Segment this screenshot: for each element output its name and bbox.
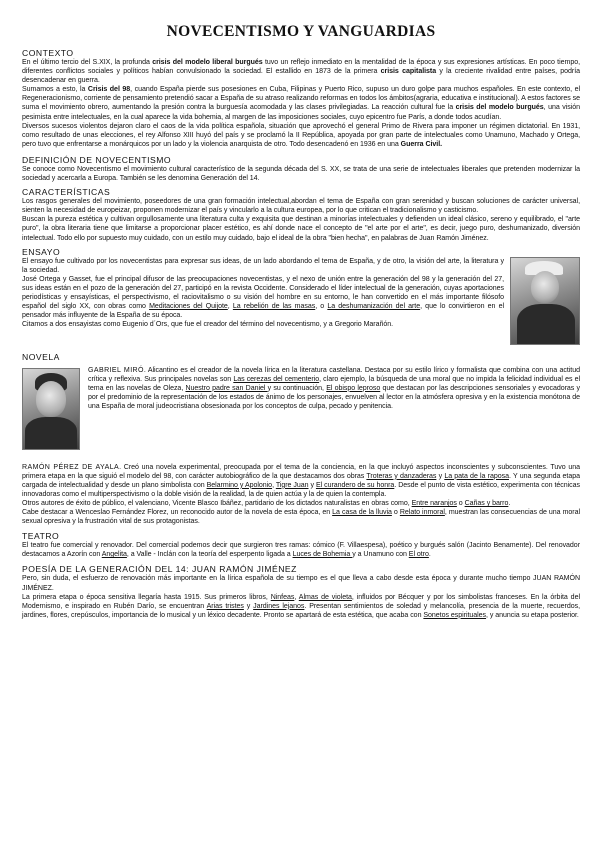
contexto-paragraph-2: Sumamos a esto, la Crisis del 98, cuando España pierde sus posesiones en Cuba, Filipinas y Puerto Rico, supuso un duro golpe para muchos españoles. En este contexto, el Regeneracionismo, corriente de pensamiento pretendió sacar a España de su atraso realizando reformas en todos los ámbitos(agraria, educativa e institucional). A estos factores se suma el movimiento obrero, aumentando la presión contra la burguesía acomodada y las clases privilegiadas. La reacción cultural fue la crisis del modelo burgués, una visión pesimista entre intelectuales, en la cual aparece la vida bohemia, al margen de las imposiciones sociales, cuyo epicentro fue París, a donde todos acudían.	[22, 86, 581, 121]
work-arias-tristes: Arias tristes	[206, 602, 244, 610]
work-tigre-juan: Tigre Juan	[275, 481, 309, 489]
heading-teatro: TEATRO	[22, 531, 60, 542]
contexto-paragraph-3: Diversos sucesos violentos dejaron claro el caos de la vida política española, situación que aprovechó el general Primo de Rivera para imponer un régimen dictatorial. En 1931, como resultado de unas elecciones, el rey Alfonso XIII huyó del país y se proclamó la II República, apoyada por gran parte de intelectuales como Unamuno, Machado y Ortega, pero tuvo que enfrentarse a monárquicos por un lado y la violencia anarquista de otro. Todo desencadenó en 1936 en una Guerra Civil.	[22, 122, 580, 148]
heading-definicion: DEFINICIÓN DE NOVECENTISMO	[22, 154, 172, 165]
section-teatro	[22, 531, 580, 559]
work-casa-lluvia: La casa de la lluvia	[332, 509, 392, 517]
work-obispo: El obispo leproso	[326, 384, 381, 392]
heading-novela: NOVELA	[22, 351, 60, 362]
work-ninfeas: Ninfeas	[270, 593, 295, 601]
work-jardines-lejanos: Jardines lejanos	[253, 602, 305, 610]
author-miro: GABRIEL MIRÓ	[88, 366, 144, 374]
work-el-otro: El otro	[408, 551, 429, 559]
work-nuestro-padre: Nuestro padre san Daniel	[185, 384, 268, 392]
caracteristicas-paragraph-2: Buscan la pureza estética y cultivan orgullosamente una literatura culta y exquisita que destinan a minorías intelectuales y defienden un ideal clásico, sereno y equilibrado, el "arte puro", la obra literaria tiene que limitarse a proporcionar placer estético, es ahí donde nace el concepto de "el arte por el arte", es decir, juego puro, deshumanizado, diversión intelectual. Todo ello por supuesto muy cuidado, con un estilo muy cuidado, bajo el ideal de la obra "bien hecha", en palabras de Juan Ramón Jiménez.	[22, 216, 580, 242]
section-definicion	[22, 155, 580, 183]
section-contexto	[22, 48, 580, 149]
author-ayala: RAMÓN PÉREZ DE AYALA	[22, 463, 120, 471]
section-poesia	[22, 564, 580, 619]
heading-ensayo: ENSAYO	[22, 246, 61, 257]
definicion-paragraph: Se conoce como Novecentismo el movimiento cultural característico de la segunda década del S. XX, se trata de una serie de intelectuales liberales que pretenden modernizar la sociedad y acercarla a Europa. También se les denomina Generación del 14.	[22, 165, 580, 183]
work-troteras: Troteras y danzaderas	[366, 472, 437, 480]
poesia-paragraph-1: Pero, sin duda, el esfuerzo de renovación más importante en la lírica española de su tiempo es el que lleva a cabo desde esta época y durante mucho tiempo JUAN RAMÓN JIMÉNEZ.	[22, 575, 580, 592]
page-title: NOVECENTISMO Y VANGUARDIAS	[166, 23, 436, 40]
ortega-portrait-photo	[510, 257, 580, 345]
work-cerezas: Las cerezas del cementerio	[233, 375, 320, 383]
work-canas-barro: Cañas y barro	[464, 499, 509, 507]
ensayo-paragraph-3: Citamos a dos ensayistas como Eugenio d´Ors, que fue el creador del término del novecentismo, y a Gregorio Marañón.	[22, 321, 394, 329]
miro-portrait-photo	[22, 368, 80, 450]
caracteristicas-paragraph-1: Los rasgos generales del movimiento, poseedores de una gran formación intelectual,abordan el tema de España con gran serenidad y buscan soluciones de carácter universal, sienten la necesidad de europeizar, proponen modernizar el país y vincularlo a la cultura europea, por lo que critican el tradicionalismo y casticismo.	[22, 198, 580, 215]
heading-contexto: CONTEXTO	[22, 48, 74, 58]
work-rebelion: La rebelión de las masas	[232, 303, 316, 311]
work-luces-bohemia: Luces de Bohemia	[292, 551, 353, 559]
ensayo-paragraph-2: José Ortega y Gasset, fue el principal difusor de las preocupaciones novecentistas, y el nexo de unión entre la generación del 98 y la generación del 27, sus ideas están en el pozo de la generación del 27, participó en la revista Occidente. Considerado el líder intelectual de la generación, cuyas aportaciones periodísticas y ensayísticas, el perspectivismo, el raciovitalismo o su visión del hombre en su entorno, le han convertido en el más importante filósofo español del siglo XX, con obras como Meditaciones del Quijote, La rebelión de las masas, o La deshumanización del arte, que lo convirtieron en el pensador más influyente de la España de su época.	[22, 275, 504, 320]
work-relato-inmoral: Relato inmoral	[399, 509, 445, 517]
work-curandero: El curandero de su honra	[315, 481, 395, 489]
heading-poesia: POESÍA DE LA GENERACIÓN DEL 14: JUAN RAMÓN JIMÉNEZ	[22, 564, 297, 575]
work-pata-raposa: La pata de la raposa	[444, 472, 509, 480]
work-almas-violeta: Almas de violeta	[298, 593, 352, 601]
section-novela	[22, 352, 580, 527]
work-meditaciones: Meditaciones del Quijote	[149, 303, 228, 311]
work-sonetos-espirituales: Sonetos espirituales	[423, 611, 487, 619]
work-deshumanizacion: La deshumanización del arte	[327, 303, 421, 311]
teatro-paragraph: El teatro fue comercial y renovador. Del comercial podemos decir que surgieron tres ramas: cómico (F. Villaespesa), poético y burgués salón (Jacinto Benamente). Del renovador destacamos a Azorín con Angelita, a Valle - Inclán con la teoría del esperpento ligada a Luces de Bohemia y a Unamuno con El otro.	[22, 542, 580, 559]
work-entre-naranjos: Entre naranjos	[411, 499, 457, 507]
work-belarmino: Belarmino y Apolonio	[206, 481, 273, 489]
otros-paragraph: Otros autores de éxito de público, el valenciano, Vicente Blasco Ibáñez, partidario de los dictados naturalistas en obras como, Entre naranjos o Cañas y barro.	[22, 499, 511, 507]
section-caracteristicas	[22, 187, 580, 242]
florez-paragraph: Cabe destacar a Wenceslao Fernández Florez, un reconocido autor de la novela de esta época, en La casa de la lluvia o Relato inmoral, muestran las consecuencias de una moral sexual opresiva y la frustración vital de sus protagonistas.	[22, 509, 580, 526]
heading-caracteristicas: CARACTERÍSTICAS	[22, 187, 111, 198]
work-angelita: Angelita	[101, 551, 127, 559]
miro-paragraph: GABRIEL MIRÓ. Alicantino es el creador de la novela lírica en la literatura castellana. Destaca por su estilo lírico y formalista que combina con una actitud crítica y reflexiva. Sus principales novelas son Las cerezas del cementerio, claro ejemplo, la búsqueda de una moral que no impida la felicidad individual es el tema en las novelas de Oleza, Nuestro padre san Daniel y su continuación, El obispo leproso que destacan por las descripciones sensoriales y evocadoras y por el predominio de la representación de los estados de ánimo de los personajes, envuelven al lector en la atmósfera opresiva y en la existencia monótona de una España de moral judeocristiana obsesionada por los conceptos de culpa, pecado y penitencia.	[88, 366, 580, 410]
poesia-paragraph-2: La primera etapa o época sensitiva llegaría hasta 1915. Sus primeros libros, Ninfeas, Almas de violeta, influidos por Bécquer y por los simbolistas franceses. En la órbita del Modernismo, e inspirado en Rubén Darío, se encuentran Arias tristes y Jardines lejanos. Presentan sentimientos de soledad y melancolía, presencia de la muerte, recuerdos, jardines, flores, crepúsculos, importancia de lo musical y un léxico decadente. Pronto se apartará de esta estética, que acaba con Sonetos espirituales, y anuncia su etapa posterior.	[22, 593, 581, 619]
ayala-paragraph: RAMÓN PÉREZ DE AYALA. Creó una novela experimental, preocupada por el tema de la conciencia, en la que incluyó aspectos inconscientes y subconscientes. Tuvo una primera etapa en la que siguió el modelo del 98, con carácter autobiográfico de la que destacamos dos obras Troteras y danzaderas y La pata de la raposa. Y una segunda etapa cargada de intelectualidad y desde un plano simbolista con Belarmino y Apolonio, Tigre Juan y El curandero de su honra. Desde el punto de vista estético, experimenta con técnicas innovadoras como el multiperspectivismo o la doble visión de la realidad, la de quien actúa y la de quien la contempla.	[22, 463, 580, 498]
ensayo-paragraph-1: El ensayo fue cultivado por los novecentistas para expresar sus ideas, de un lado abordando el tema de España, y de otro, la visión del arte, la literatura y la sociedad.	[22, 257, 504, 274]
section-ensayo	[22, 247, 580, 347]
contexto-paragraph-1: En el último tercio del S.XIX, la profunda crisis del modelo liberal burgués tuvo un reflejo inmediato en la mentalidad de la época y sus expresiones artísticas. En poco tiempo, diferentes conflictos sociales y políticos habían convulsionado la sociedad. El estallido en 1873 de la primera crisis capitalista y la creciente rivalidad entre países, podría desencadenar en guerra.	[22, 59, 580, 85]
